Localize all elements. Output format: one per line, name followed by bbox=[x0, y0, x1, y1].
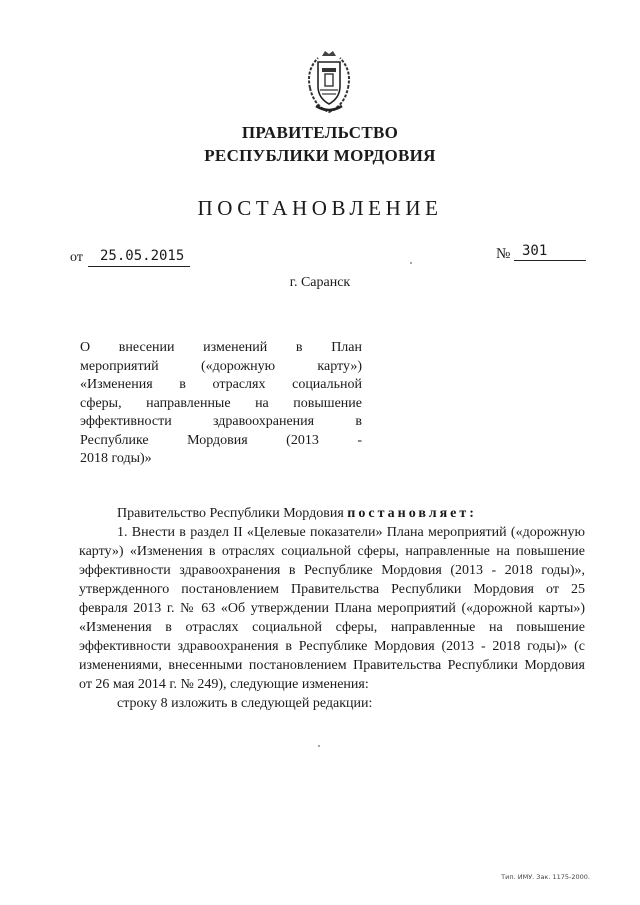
org-title-line1: ПРАВИТЕЛЬСТВО bbox=[241, 123, 399, 142]
city: г. Саранск bbox=[289, 275, 351, 290]
paragraph-1: 1. Внести в раздел II «Целевые показатели» Плана мероприятий («дорожную карту») «Изменения в отраслях социальной сферы, направленные на повышение эффективности здравоохранения в Республике Мордовия (2013 - 2018 годы)», утвержденного постановлением Правительства Республики Мордовия от 25 февраля 2013 г. № 63 «Об утверждении Плана мероприятий («дорожной карты») «Изменения в отраслях социальной сферы, направленные на повышение эффективности здравоохранения в Республике Мордовия (2013 - 2018 годы)» (с изменениями, внесенными постановлением Правительства Республики Мордовия от 26 мая 2014 г. № 249), следующие изменения: bbox=[79, 525, 585, 692]
document-subject bbox=[80, 339, 362, 469]
subject-line: «Изменения в отраслях социальной bbox=[80, 377, 362, 392]
subject-line: 2018 годы)» bbox=[80, 451, 152, 466]
scan-speck bbox=[318, 745, 320, 747]
opening-emphasis: постановляет: bbox=[347, 506, 477, 521]
org-title-line2: РЕСПУБЛИКИ МОРДОВИЯ bbox=[204, 146, 436, 165]
paragraph-2: строку 8 изложить в следующей редакции: bbox=[117, 696, 373, 711]
date-value: 25.05.2015 bbox=[100, 248, 185, 264]
number-underline bbox=[514, 260, 586, 261]
date-label: от bbox=[70, 250, 83, 265]
subject-line: сферы, направленные на повышение bbox=[80, 395, 362, 411]
subject-line: эффективности здравоохранения в bbox=[80, 414, 362, 429]
opening-text: Правительство Республики Мордовия bbox=[117, 506, 348, 521]
document-body bbox=[79, 504, 585, 713]
scan-speck bbox=[410, 262, 412, 264]
subject-line: мероприятий («дорожную карту») bbox=[80, 358, 362, 374]
coat-of-arms-emblem-icon bbox=[300, 48, 358, 118]
number-value: 301 bbox=[522, 243, 548, 259]
opening-paragraph bbox=[79, 504, 585, 523]
number-label: № bbox=[496, 246, 511, 262]
print-mark: Тип. ИМУ. Зак. 1175-2000. bbox=[501, 873, 590, 881]
document-type-heading: ПОСТАНОВЛЕНИЕ bbox=[197, 196, 443, 220]
date-underline bbox=[88, 266, 190, 267]
subject-line: Республике Мордовия (2013 - bbox=[80, 432, 362, 448]
subject-line: О внесении изменений в План bbox=[80, 340, 362, 355]
